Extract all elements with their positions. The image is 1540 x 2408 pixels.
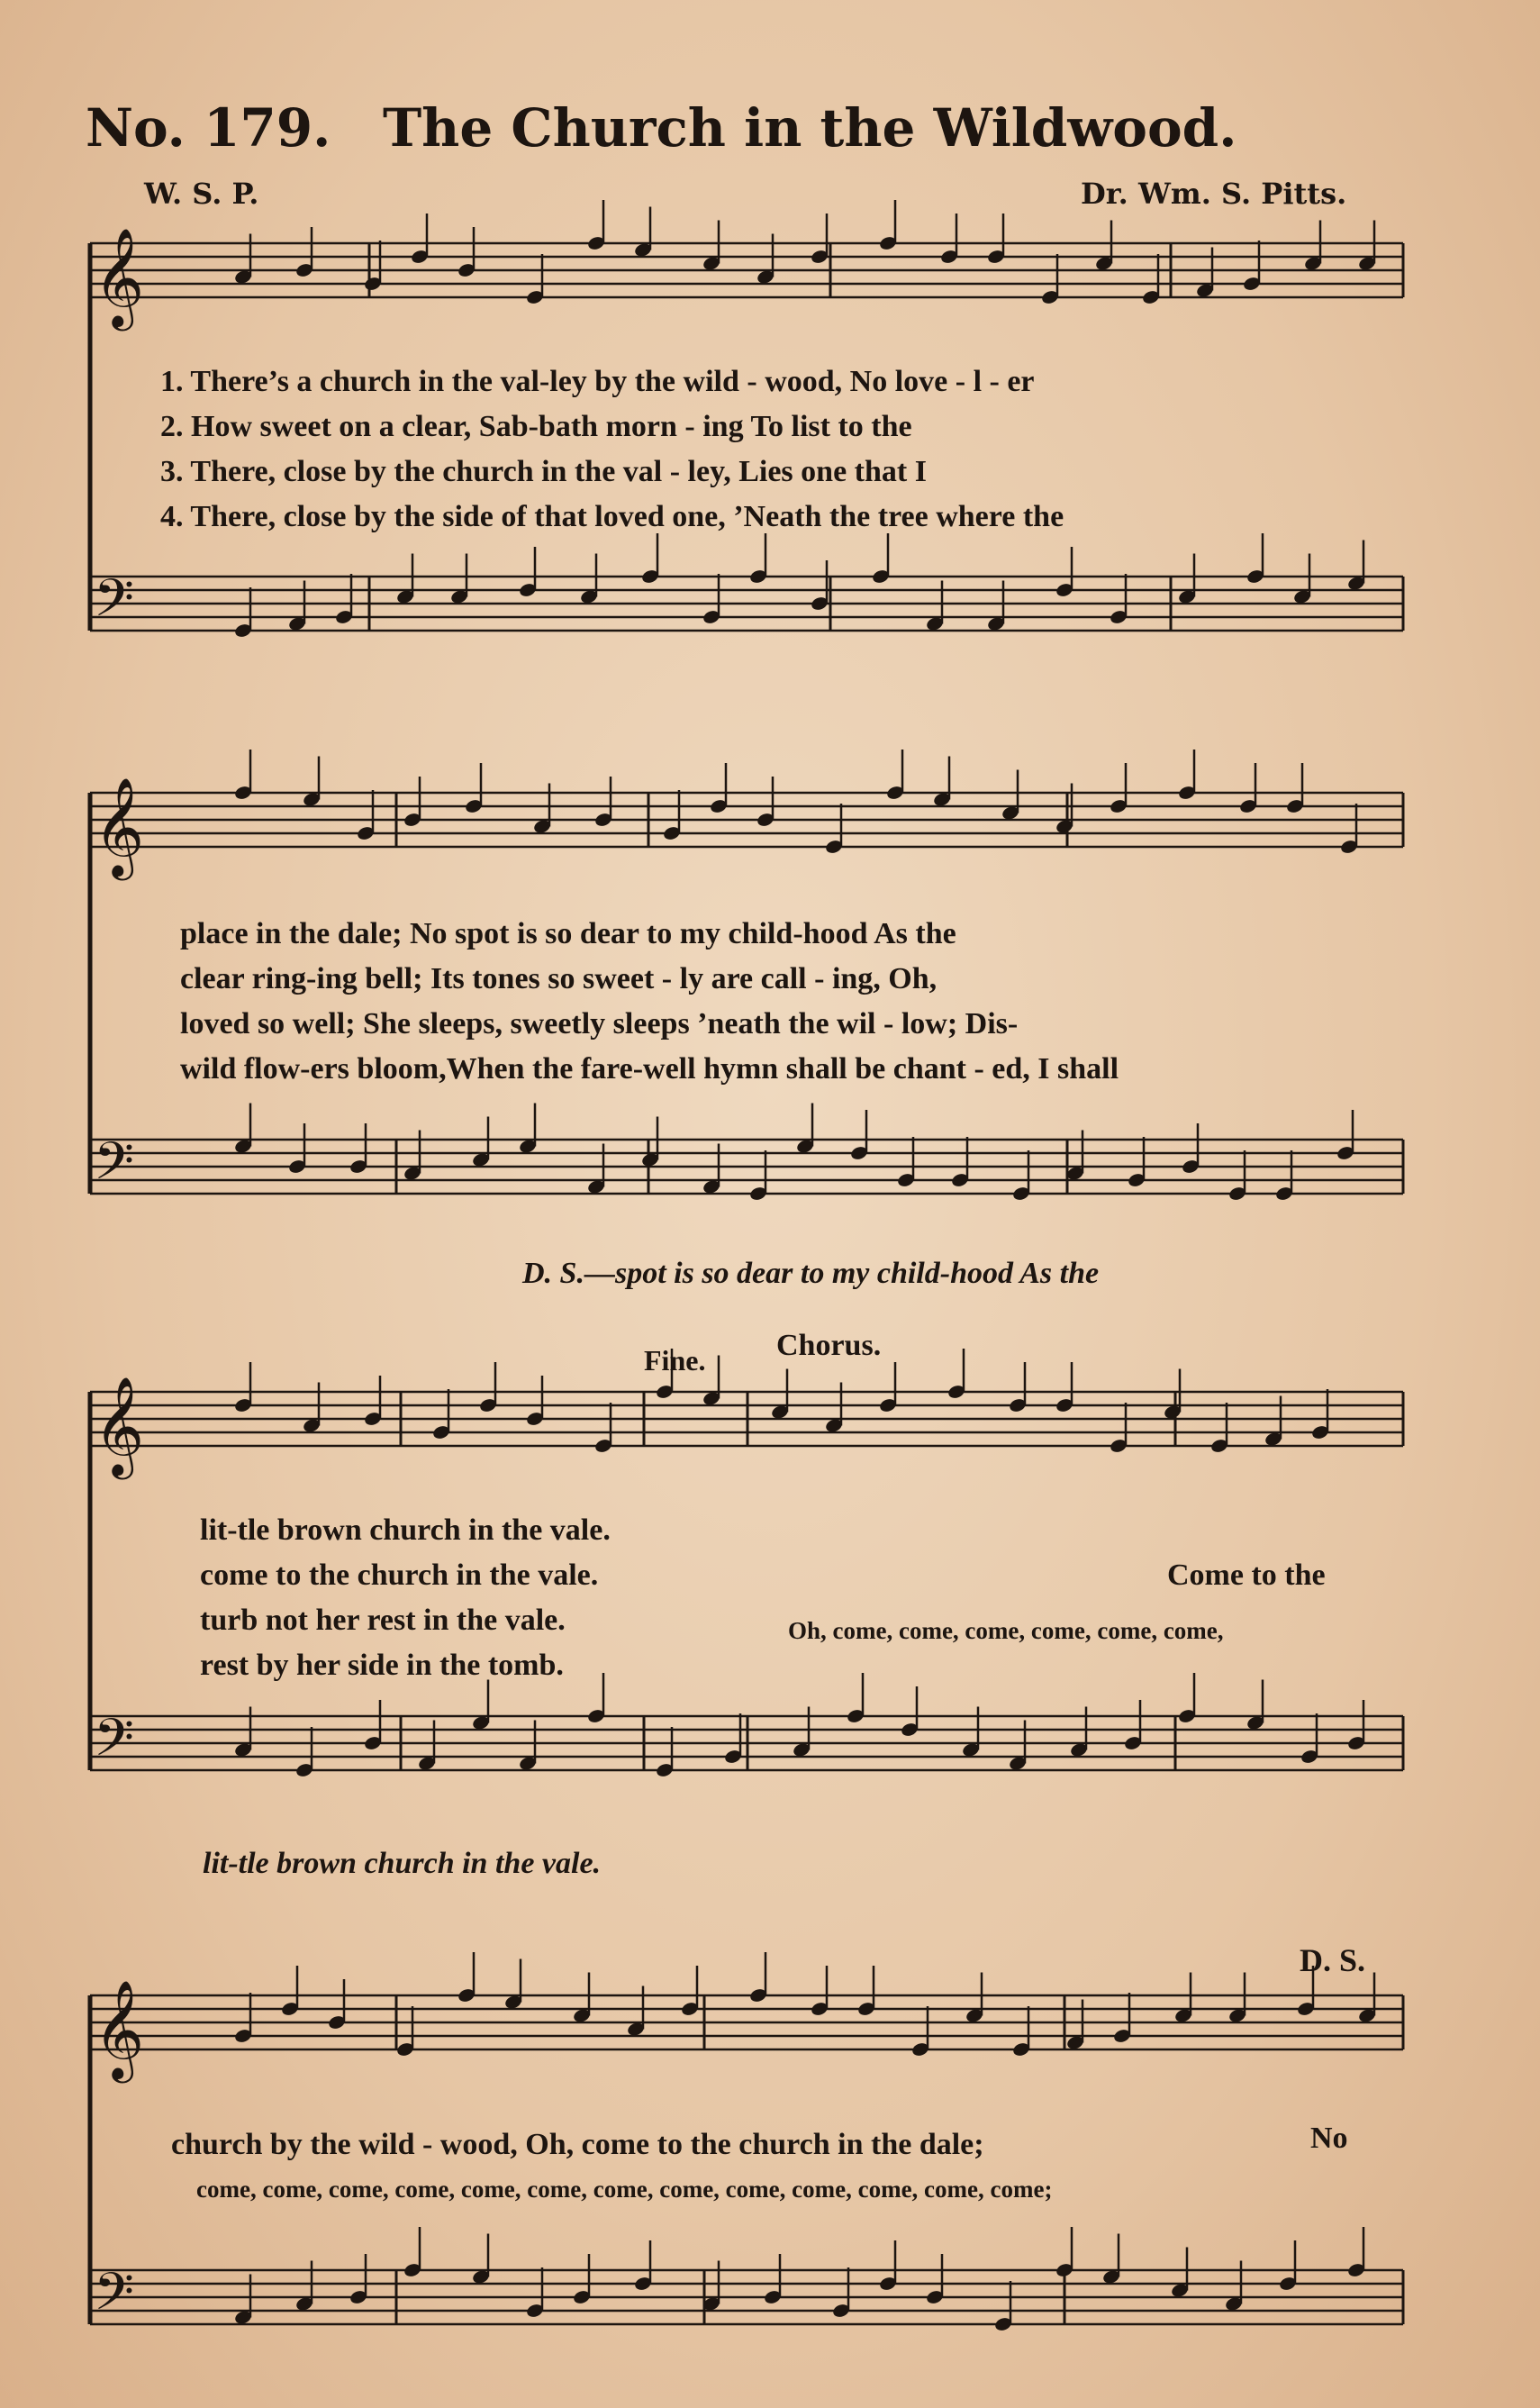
lyricist-credit: W. S. P. — [144, 177, 259, 211]
svg-text:𝄞: 𝄞 — [94, 777, 145, 877]
svg-text:𝄢: 𝄢 — [94, 1131, 135, 1204]
chorus-lyric-end: No — [1310, 2122, 1348, 2155]
composer-credit: Dr. Wm. S. Pitts. — [1081, 177, 1347, 211]
chorus-echo: Oh, come, come, come, come, come, come, — [788, 1617, 1224, 1644]
ds-marking: D. S. — [1300, 1942, 1366, 1978]
chorus-marking: Chorus. — [776, 1329, 882, 1362]
verse-3-line-2: loved so well; She sleeps, sweetly sleeps ’neath the wil - low; Dis- — [180, 1007, 1019, 1040]
fine-marking: Fine. — [644, 1344, 706, 1377]
verse-4-line-3: rest by her side in the tomb. — [200, 1649, 564, 1682]
ds-lyric-line: D. S.—spot is so dear to my child-hood As the — [522, 1257, 1100, 1290]
verse-3-line-3: turb not her rest in the vale. — [200, 1604, 566, 1637]
verse-2-line-2: clear ring-ing bell; Its tones so sweet - ly are call - ing, Oh, — [180, 962, 938, 995]
svg-text:𝄞: 𝄞 — [94, 1980, 145, 2079]
verse-2-line-3: come to the church in the vale. — [200, 1558, 599, 1592]
chorus-echo-line: come, come, come, come, come, come, come, come, come, come, come, come, come; — [196, 2176, 1053, 2203]
verse-1-line-3: lit-tle brown church in the vale. — [200, 1513, 611, 1547]
verse-2-line-1: 2. How sweet on a clear, Sab-bath morn - ing To list to the — [160, 410, 912, 443]
svg-text:𝄞: 𝄞 — [94, 1377, 145, 1476]
svg-text:𝄞: 𝄞 — [94, 228, 145, 327]
chorus-lyric: Come to the — [1167, 1558, 1326, 1592]
ds-lyric-line-2: lit-tle brown church in the vale. — [203, 1847, 602, 1880]
hymn-number: No. 179. — [86, 97, 331, 159]
svg-text:𝄢: 𝄢 — [94, 1707, 135, 1781]
svg-text:𝄢: 𝄢 — [94, 2261, 135, 2335]
verse-3-line-1: 3. There, close by the church in the val - ley, Lies one that I — [160, 455, 927, 488]
verse-1-line-1: 1. There’s a church in the val-ley by the wild - wood, No love - l - er — [160, 365, 1035, 398]
hymn-title: The Church in the Wildwood. — [383, 97, 1237, 159]
verse-4-line-1: 4. There, close by the side of that loved one, ’Neath the tree where the — [160, 500, 1064, 533]
chorus-lyric-line: church by the wild - wood, Oh, come to the church in the dale; — [171, 2128, 984, 2161]
verse-1-line-2: place in the dale; No spot is so dear to my child-hood As the — [180, 917, 956, 950]
svg-text:𝄢: 𝄢 — [94, 568, 135, 641]
verse-4-line-2: wild flow-ers bloom,When the fare-well hymn shall be chant - ed, I shall — [180, 1052, 1119, 1086]
